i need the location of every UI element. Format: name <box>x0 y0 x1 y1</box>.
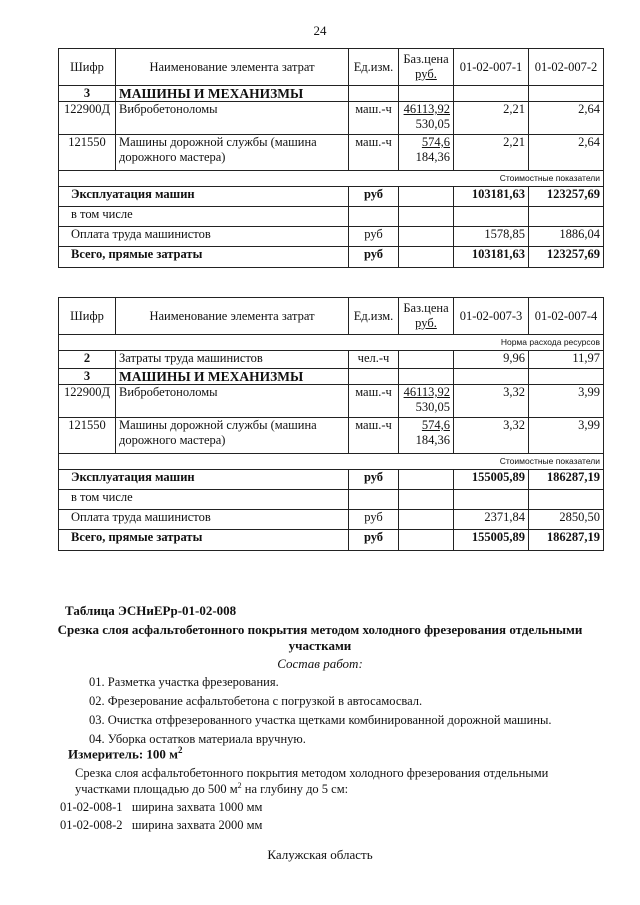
footer-region: Калужская область <box>267 847 373 862</box>
table-header-row <box>59 298 604 335</box>
summary-row: Всего, прямые затраты руб 103181,63 123257,69 <box>59 247 604 268</box>
section-code: 3 <box>59 86 116 102</box>
description-line-1: Срезка слоя асфальтобетонного покрытия методом холодного фрезерования отдельными <box>75 766 549 780</box>
header-price: Баз.цена руб. <box>399 49 454 86</box>
header-name: Наименование элемента затрат <box>116 49 349 86</box>
table-row: 122900Д Вибробетоноломы маш.-ч 46113,92 530,05 2,21 2,64 <box>59 102 604 135</box>
work-item: 04. Уборка остатков материала вручную. <box>89 732 306 746</box>
table-row: 121550 Машины дорожной службы (машина дорожного мастера) маш.-ч 574,6 184,36 2,21 2,64 <box>59 135 604 171</box>
works-title: Состав работ: <box>277 656 363 671</box>
table-row: 122900Д Вибробетоноломы маш.-ч 46113,92 530,05 3,32 3,99 <box>59 385 604 418</box>
summary-row: Эксплуатация машин руб 103181,63 123257,69 <box>59 187 604 207</box>
band-row: Норма расхода ресурсов <box>59 335 604 351</box>
code-line: 01-02-008-1 ширина захвата 1000 мм <box>60 800 263 814</box>
summary-row: Оплата труда машинистов руб 1578,85 1886,04 <box>59 227 604 247</box>
resource-table-2 <box>58 297 604 551</box>
header-code: Шифр <box>59 49 116 86</box>
section-title: МАШИНЫ И МЕХАНИЗМЫ <box>116 86 349 102</box>
work-item: 03. Очистка отфрезерованного участка щетками комбинированной дорожной машины. <box>89 713 552 727</box>
description-line-2: участками площадью до 500 $м^2$ на глубину до 5 см: <box>75 781 349 797</box>
table-header-row <box>59 49 604 86</box>
band-row: Стоимостные показатели <box>59 454 604 470</box>
header-col-b: 01-02-007-2 <box>529 49 604 86</box>
header-col-a: 01-02-007-3 <box>454 298 529 335</box>
header-unit: Ед.изм. <box>349 49 399 86</box>
summary-row: в том числе <box>59 207 604 227</box>
band-row: Стоимостные показатели <box>59 171 604 187</box>
summary-row: Всего, прямые затраты руб 155005,89 186287,19 <box>59 530 604 551</box>
header-col-b: 01-02-007-4 <box>529 298 604 335</box>
section-title: МАШИНЫ И МЕХАНИЗМЫ <box>116 369 349 385</box>
section-row <box>59 369 604 385</box>
work-item: 02. Фрезерование асфальтобетона с погрузкой в автосамосвал. <box>89 694 423 708</box>
page-number: 24 <box>313 23 327 38</box>
labor-row: 2 Затраты труда машинистов чел.-ч 9,96 11,97 <box>59 351 604 369</box>
meter-label: Измеритель: 100 $м^2$ <box>68 745 183 762</box>
section-row <box>59 86 604 102</box>
summary-row: Оплата труда машинистов руб 2371,84 2850,50 <box>59 510 604 530</box>
work-item: 01. Разметка участка фрезерования. <box>89 675 279 689</box>
code-line: 01-02-008-2 ширина захвата 2000 мм <box>60 818 263 832</box>
summary-row: в том числе <box>59 490 604 510</box>
resource-table-1 <box>58 48 604 268</box>
table-row: 121550 Машины дорожной службы (машина дорожного мастера) маш.-ч 574,6 184,36 3,32 3,99 <box>59 418 604 454</box>
heading-line-2: участками <box>288 638 352 653</box>
heading-line-1: Срезка слоя асфальтобетонного покрытия методом холодного фрезерования отдельными <box>57 622 583 637</box>
header-price: Баз.цена руб. <box>399 298 454 335</box>
header-code: Шифр <box>59 298 116 335</box>
section-code: 3 <box>59 369 116 385</box>
header-unit: Ед.изм. <box>349 298 399 335</box>
header-col-a: 01-02-007-1 <box>454 49 529 86</box>
header-name: Наименование элемента затрат <box>116 298 349 335</box>
summary-row: Эксплуатация машин руб 155005,89 186287,19 <box>59 470 604 490</box>
table-title: Таблица ЭСНиЕРр-01-02-008 <box>65 603 237 618</box>
